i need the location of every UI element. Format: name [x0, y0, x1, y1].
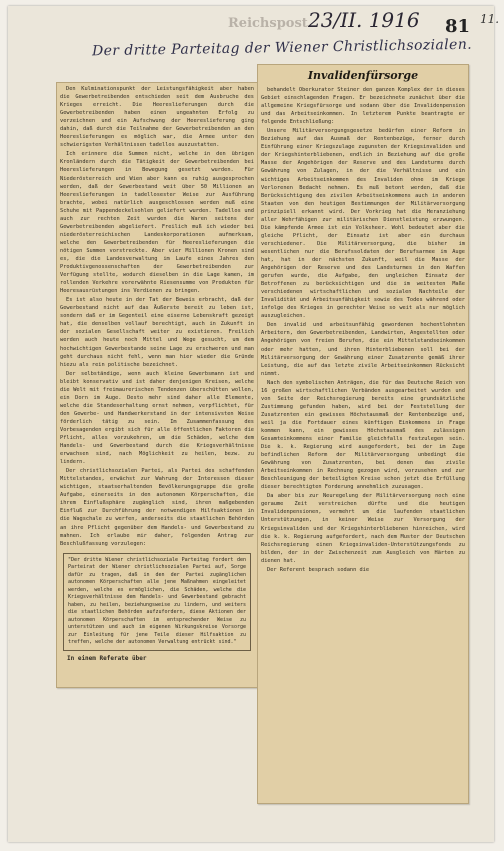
right-column-text: [258, 84, 468, 577]
left-paragraph: Der christlichsozialen Partei, als Partei des schaffenden Mittelstandes, erwächst zur Wahrung der Interessen dieser wichtigen, staatserhaltenden Bevölkerungsgruppe die große Aufgabe, einerseits in den autonomen Körperschaften, die ihrem Einflußsphäre zugänglich sind, ihren maßgebenden Einfluß zur Durchführung der notwendigen Hilfsaktionen in die Wagschale zu werfen, anderseits die staatlichen Behörden an ihre Pflicht gegenüber dem Handels- und Gewerbestand zu mahnen. Ich erlaube mir daher, folgenden Antrag zur Beschlußfassung vorzulegen:: [60, 468, 254, 547]
newspaper-masthead: Reichspost: [228, 16, 308, 31]
page-number: 81: [445, 16, 471, 37]
right-paragraph: Der Referent besprach sodann die: [267, 566, 370, 573]
corner-mark: 11.: [480, 12, 500, 26]
newspaper-clipping-left: [56, 82, 258, 688]
right-paragraph: behandelt Oberkurator Steiner den ganzen Komplex der in dieses Gebiet einschlagenden Fragen. Er bezeichnete zunächst über die allgemeine Kriegsfürsorge und sodann über die Invalidenpension und das Arbeitseinkommen. In letzterem Punkte beantragte er folgende Entschließung:: [261, 87, 465, 126]
motion-text: "Der dritte Wiener christlichsoziale Parteitag fordert den Parteirat der Wiener christlichsozialen Partei auf, Sorge dafür zu tragen, daß in den der Partei zugänglichen autonomen Körperschaften alle jene Maßnahmen eingeleitet werden, welche es ermöglichen, die Schäden, welche die Kriegsverhältnisse dem Handels- und Gewerbestand gebracht haben, zu heilen, beziehungsweise zu lindern, und weiters die staatlichen Behörden aufzufordern, diese Aktionen der autonomen Körperschaften im entsprechender Weise zu unterstützen und auch im eigenen Wirkungskreise Vorsorge zur Einleitung für jene Teile dieser Hilfsaktion zu treffen, welche der autonomen Verwaltung entrückt sind.": [68, 556, 246, 646]
handwritten-date: 23/II. 1916: [308, 8, 420, 32]
left-paragraph: Der selbständige, wenn auch kleine Gewerbsmann ist und bleibt konservativ und ist daher denjenigen Kreisen, welche die Welt mit freimaurerischen Tendenzen überschütten wollen, ein Dorn im Auge. Desto mehr sind daher alle Elemente, welche die Standeserhaltung ernst nehmen, verpflichtet, für den Gewerbe- und Handwerkerstand in der intensivsten Weise förderlich tätig zu sein. Im Zusammenfassung des Vorbesagenden ergibt sich für alle öffentlichen Faktoren die Pflicht, alles vorzukehren, um die Schäden, welche dem Handels- und Gewerbestand durch die Kriegsverhältnisse erwachsen sind, nach Möglichkeit zu heilen, bezw. zu lindern.: [60, 370, 254, 466]
left-paragraph: Den Kulminationspunkt der Leistungsfähigkeit aber haben die Gewerbetreibenden entschieden seit dem Ausbruche des Krieges erreicht. Die Heereslieferungen durch die Gewerbetreibenden haben einen ungeahnten Erfolg zu verzeichnen und ein Aufschwung der Heereslieferung ging dahin, daß durch die Teilnahme der Gewerbetreibenden an den Heereslieferungen es möglich war, die Armee unter den schwierigsten Verhältnissen tadellos auszustatten.: [60, 86, 254, 149]
right-paragraph: Den invalid und arbeitsunfähig gewordenen hochentlohnten Arbeitern, den Gewerbetreibenden, Landwirten, Angestellten oder Angehörigen von freien Berufen, die ein Mittelstandseinkommen oder mehr hatten, und ihren Hinterbliebenen soll bei der Militärversorgung der Gewährung einer Zusatzrente gemäß ihrer Leistung, die auf das letzte zivile Arbeitseinkommen Rücksicht nimmt.: [261, 322, 465, 377]
left-paragraph: Ich erinnere die Summen nicht, welche in den übrigen Kronländern durch die Tätigkeit der Gewerbetreibenden bei Heereslieferungen in Bewegung gesetzt wurden. Für Niederösterreich und Wien aber kann es ruhig ausgesprochen werden, daß der Gewerbestand weit über 50 Millionen an Heereslieferungen in tadellosester Weise zur Ausführung brachte, wobei natürlich ausgeschlossen werden muß eine Schuhe mit Pappendeckelsohlen geliefert wurden. Tadellos und auch zur rechten Zeit wurden die Waren seitens der Gewerbetreibenden abgeliefert. Freilich muß ich wieder bei niederösterreichischen Landeskorporationen aufmerksam, welche den Gewerbetreibenden für Heereslieferungen die nötigen Summen vorstreckte. Aber vier Millionen Kronen sind es, die die Landesverwaltung im Laufe eines Jahres den Produktivgenossenschaften der Gewerbetreibenden zur Verfügung stellte, wodurch dieselben in die Lage kamen, im rollenden Verkehre vorerwähnte Riesensumme von Produkten für Heeresausrüstungen ins Verdienen zu bringen.: [60, 151, 254, 295]
right-paragraph: Da aber bis zur Neuregelung der Militärversorgung noch eine geraume Zeit verstreichen dürfte und die heutigen Invalidenpensionen, vermehrt um die laufenden staatlichen Unterstützungen, in keiner Weise zur Versorgung der Kriegsinvaliden und der Kriegshinterbliebenen hinreichen, wird die k. k. Regierung aufgefordert, nach dem Muster der Deutschen Reichsregierung einen Kriegsinvaliden-Unterstützungsfonds zu bilden, der in der Zwischenzeit zum Ausgleich von Härten zu dienen hat.: [261, 493, 465, 564]
left-paragraph: Es ist also heute in der Tat der Beweis erbracht, daß der Gewerbestand nicht auf das Äußerste bereit zu leben ist, sondern daß er im Gegenteil eine eiserne Lebenskraft gezeigt hat, die denselben vollauf berechtigt, auch in Zukunft in der sozialen Gesellschaft weiter zu existieren. Freilich werden auch heute noch Mittel und Wege gesucht, um dem hochwichtigen Gewerbestande seine Lage zu erschweren und man geht durchaus nicht fehl, wenn man hier wieder die Gründe hiezu als rein politische bezeichnet.: [60, 297, 254, 368]
archive-sheet: [8, 6, 500, 842]
right-paragraph: Nach den symbolischen Anträgen, die für das Deutsche Reich von 16 großen wirtschaftlichen Verbänden ausgearbeitet wurden und von Seite der Reichsregierung bereits eine grundsätzliche Zustimmung gefunden haben, wird bei der Feststellung der Zusatzrenten ein gewisses Höchstausmaß der Rentenbezüge und, weil ja die Fortdauer eines künftigen Einkommens in Frage kommen kann, ein gewisses Höchstausmaß des zulässigen Gesamteinkommens einer Familie gleichfalls festzulegen sein. Die k. k. Regierung wird ausgefordert, bei der im Zuge befindlichen Reform der Militärversorgung unbedingt die Gewährung von Zusatzrenten, bei denen das zivile Arbeitseinkommen in Rechnung gezogen wird, vorzusehen und zur Beschleunigung der beteiligten Kreise schon jetzt die Erfüllung dieser berechtigten Forderung annehmlich zuzusagen.: [261, 379, 465, 491]
motion-box: [63, 553, 251, 651]
left-column-text: [57, 83, 257, 551]
newspaper-clipping-right: [257, 64, 469, 804]
right-paragraph: Unsere Militärversorgungsgesetze bedürfen einer Reform in Beziehung auf das Ausmaß der Rentenbezüge, ferner durch Einführung einer Kriegszulage zugunsten der Kriegsinvaliden und der Kriegshinterbliebenen, endlich in Beziehung auf die große Masse der Angehörigen der Reserve und des Landsturms durch Gewährung von Zulagen, in der die Verhältnisse und ein wichtiges Arbeitseinkommen des Invaliden ohne im Kriege Verlorenen Bedacht nehmen. Es muß betont werden, daß die Berücksichtigung des zivilen Arbeitseinkommens auch in anderen Staaten von den heutigen Bestimmungen der Militärversorgung prinzipiell erkannt wird. Der Vorkrieg hat die Heranziehung aller Wehrfähigen zur militärischen Dienstleistung erzwungen. Die kämpfende Armee ist ein Volksheer. Wohl bedeutet aber die gleiche Pflicht, der Einsatz ist aber ein durchaus verschiedener. Die Militärversorgung, die bisher im wesentlichen nur die Berufssoldaten der Berufsarmee im Auge hat, hat in der nächsten Zukunft, weil die Masse der Angehörigen der Reserve und des Landsturmes in den Waffen gerufen wurde, die Aufgabe, den ungleichen Einsatz der Betroffenen zu berücksichtigen und die im weitesten Maße verschiedenen wirtschaftlichen und sozialen Nachteile der Invalidität und Arbeitsunfähigkeit sowie des Todes während oder infolge des Krieges in gerechter Weise so weit als nur möglich auszugleichen.: [261, 128, 465, 320]
left-footer-line: In einem Referate über: [67, 654, 147, 662]
section-headline: Invalidenfürsorge: [307, 69, 419, 82]
handwritten-title: Der dritte Parteitag der Wiener Christlichsozialen.: [91, 36, 473, 60]
